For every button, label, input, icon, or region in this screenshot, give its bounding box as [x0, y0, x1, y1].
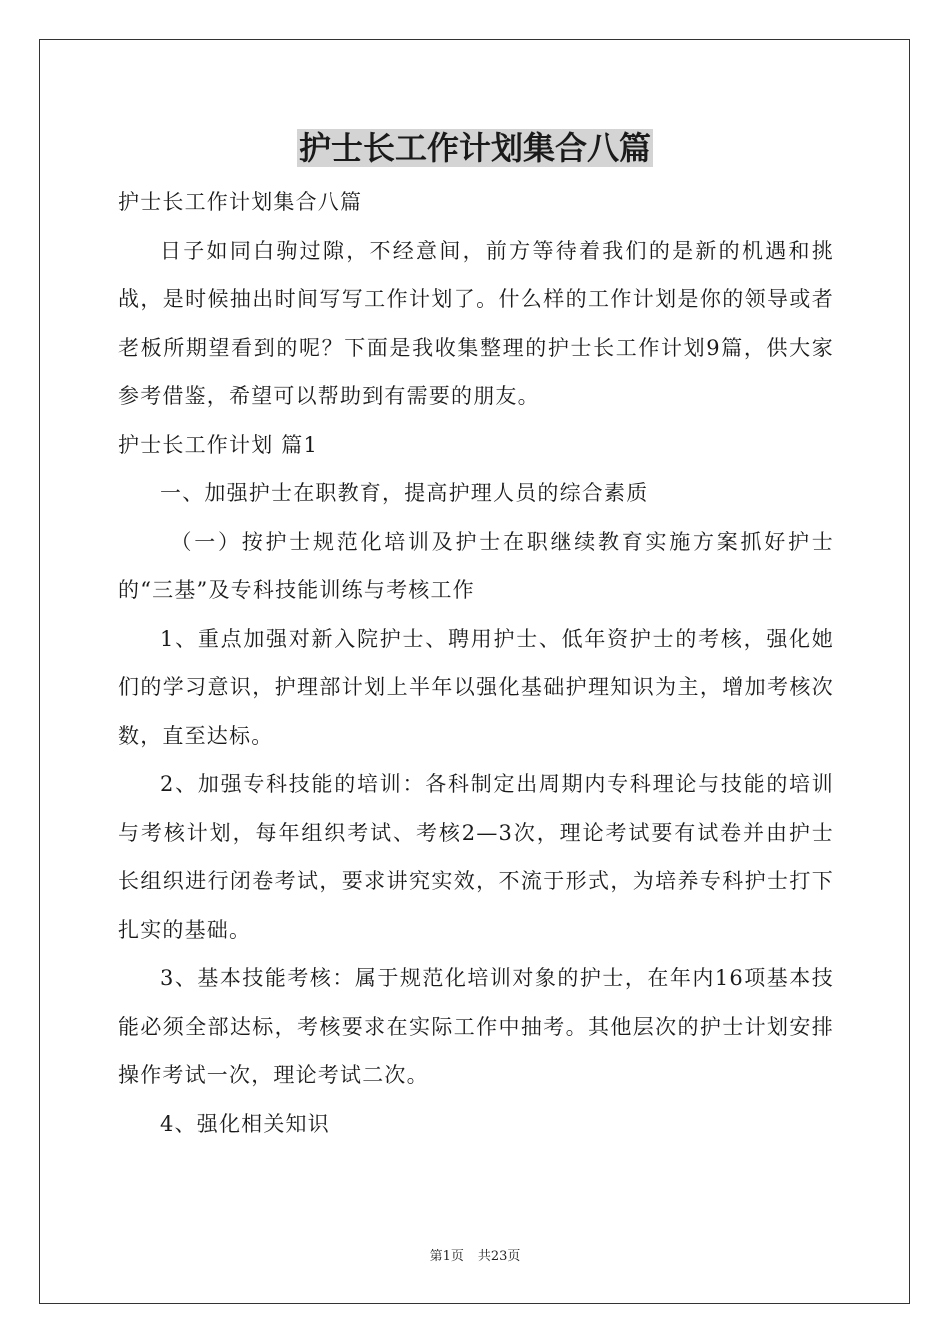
document-body	[118, 178, 834, 1148]
paragraph: 护士长工作计划集合八篇	[118, 190, 363, 214]
page-total: 共23页	[477, 1249, 521, 1264]
paragraph: 2、加强专科技能的培训：各科制定出周期内专科理论与技能的培训与考核计划，每年组织考试、考核2—3次，理论考试要有试卷并由护士长组织进行闭卷考试，要求讲究实效，不流于形式，为培养专科护士打下扎实的基础。	[118, 772, 834, 942]
paragraph: 4、强化相关知识	[160, 1111, 330, 1136]
paragraph: 3、基本技能考核：属于规范化培训对象的护士，在年内16项基本技能必须全部达标，考核要求在实际工作中抽考。其他层次的护士计划安排操作考试一次，理论考试二次。	[118, 966, 834, 1087]
document-title	[0, 124, 950, 172]
paragraph: 1、重点加强对新入院护士、聘用护士、低年资护士的考核，强化她们的学习意识，护理部计划上半年以强化基础护理知识为主，增加考核次数，直至达标。	[118, 626, 834, 748]
page-number: 第1页	[429, 1249, 464, 1264]
paragraph: 日子如同白驹过隙，不经意间，前方等待着我们的是新的机遇和挑战，是时候抽出时间写写工作计划了。什么样的工作计划是你的领导或者老板所期望看到的呢？下面是我收集整理的护士长工作计划9篇，供大家参考借鉴，希望可以帮助到有需要的朋友。	[118, 238, 834, 408]
paragraph: 一、加强护士在职教育，提高护理人员的综合素质	[160, 481, 649, 505]
section-heading: 护士长工作计划 篇1	[118, 432, 319, 457]
paragraph: （一）按护士规范化培训及护士在职继续教育实施方案抓好护士的“三基”及专科技能训练与考核工作	[118, 529, 834, 602]
document-title-text: 护士长工作计划集合八篇	[298, 129, 651, 167]
page-footer	[0, 1248, 950, 1266]
